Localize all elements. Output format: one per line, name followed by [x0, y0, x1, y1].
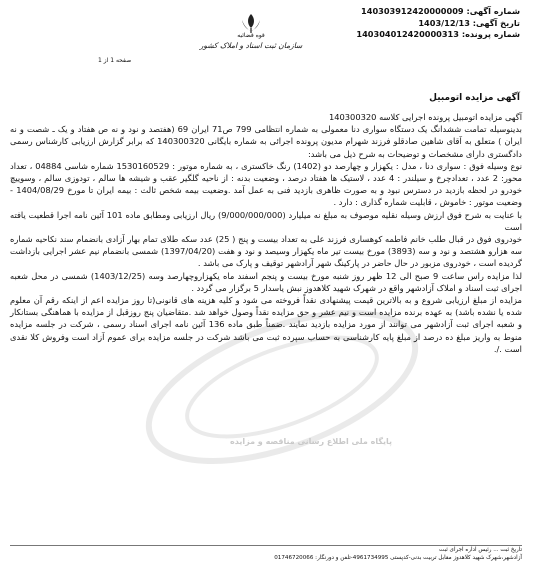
footer — [10, 542, 522, 562]
judiciary-motto: قوه قضائیه — [237, 32, 265, 39]
watermark-text: پایگاه ملی اطلاع رسانی مناقصه و مزایده — [230, 437, 392, 446]
file-number-label: شماره پرونده: — [461, 29, 520, 39]
paragraph-seizure: خودروی فوق در قبال طلب خانم فاطمه کوهساری فرزند علی به تعداد بیست و پنج ( 25) عدد سکه طلای تمام بهار آزادی بانضمام سند نکاحیه شماره سه هزارو هشتصد و نود و سه (3893) مورخ بیست تیر ماه یکهزار وسیصد و نود و هفت (1397/04/20) شمسی بانضمام نیم عشر اجرایی بازداشت گردیده است ، خودروی مزبور در حال حاضر در پارکینگ شهر آرادشهر توقیف و پارک می باشد . — [10, 234, 522, 269]
footer-signature: تاریخ ثبت ... رئیس اداره اجرای ثبت — [439, 547, 522, 553]
paragraph-valuation: با عنایت به شرح فوق ارزش وسیله نقلیه موصوف به مبلغ نه میلیارد (9/000/000/000) ریال ارزیابی ومطابق ماده 101 آئین نامه اجرا قطعیت یافته است — [10, 209, 523, 232]
emblem-icon — [238, 12, 264, 34]
registry-logo — [186, 12, 316, 72]
paragraph-auction-time: لذا مزایده راس ساعت 9 صبح الی 12 ظهر روز شنبه مورخ بیست و پنجم اسفند ماه یکهزاروچهارصد وسه (1403/12/25) شمسی در محل شعبه اجرای ثبت اسناد و املاک آزادشهر واقع در شهرک شهید کلاهدوز نبش یاسدار 5 برگزار می گردد . — [10, 270, 522, 293]
ad-number-value: 140303912420000009 — [361, 6, 464, 16]
paragraph-conditions: مزایده از مبلغ ارزیابی شروع و به بالاترین قیمت پیشنهادی نقداً فروخته می شود و کلیه هزینه های قانونی(تا روز مزایده اعم از اینکه رقم آن معلوم شده یا نشده باشد) به عهده برنده مزایده است و نیم عشر و حق مزایده نقداً وصول خواهد شد .متقاضیان پنج روزقبل از مزایده با هماهنگی بستانکار و شعبه اجرای ثبت آزادشهر می توانند از مورد مزایده بازدید نمایند .ضمناً طبق ماده 136 آئین نامه اجرای اسناد رسمی ، شرکت در جلسه مزایده منوط به واریز مبلغ ده درصد از مبلغ پایه کارشناسی به حساب سپرده ثبت می باشد شرکت در جلسه مزایده برای عموم آزاد است وفروش کلا نقدی است ./. — [10, 295, 522, 354]
notice-title: آگهی مزایده اتومبیل — [429, 93, 520, 103]
page-indicator: صفحه 1 از 1 — [98, 57, 132, 64]
paragraph-vehicle-specs: نوع وسیله فوق : سواری دنا ، مدل : یکهزار و چهارصد دو (1402) رنگ خاکستری ، به شماره موتور : 1530160529 شماره شاسی 04884 ، تعداد محور: 2 عدد ، تعدادچرخ و سیلندر : 4 عدد ، لاستیک ها هفتاد درصد ، وضعیت بدنه : از ناحیه گلگیر عقب و شیشه ها سالم ، تودوزی سالم ، وسوییچ خودرو در لحظه بازدید در دسترس نبود و به صورت ظاهری بازدید فنی به عمل آمد .وضعیت بیمه شخص ثالث : بیمه ایران تا مورخ 1404/08/29 - وضعیت موتور : خاموش ، قابلیت شماره گذاری : دارد . — [10, 160, 523, 208]
paragraph-case: آگهی مزایده اتومبیل پرونده اجرایی کلاسه 140300320 — [328, 112, 522, 122]
ad-date-label: تاریخ آگهی: — [472, 17, 520, 28]
ad-date-value: 1403/12/13 — [418, 17, 470, 28]
notice-body — [10, 111, 522, 355]
file-number-value: 140304012420000313 — [356, 29, 459, 39]
footer-address: آزادشهر،شهرک شهید کلاهدوز مقابل تربیت بدنی-کدپستی 4961734995-تلفن و دورنگار: 01746720066 — [274, 555, 522, 561]
ad-number-label: شماره آگهی: — [466, 6, 520, 16]
paragraph-intro: بدینوسیله تمامت ششدانگ یک دستگاه سواری دنا معمولی به شماره انتظامی 799 ص71 ایران 69 (هفتصد و نود و نه ص هفتاد و یک ـ شصت و نه ایران ) متعلق به آقای شاهین صادقلو فرزند شهرام مدیون پرونده اجرائی به شماره بایگانی 140300320 که برابر گزارش ارزیابی کارشناس رسمی دادگستری دارای مشخصات و توضیحات به شرح ذیل می باشد: — [10, 124, 523, 159]
organization-name: سازمان ثبت اسناد و املاک کشور — [199, 41, 303, 50]
